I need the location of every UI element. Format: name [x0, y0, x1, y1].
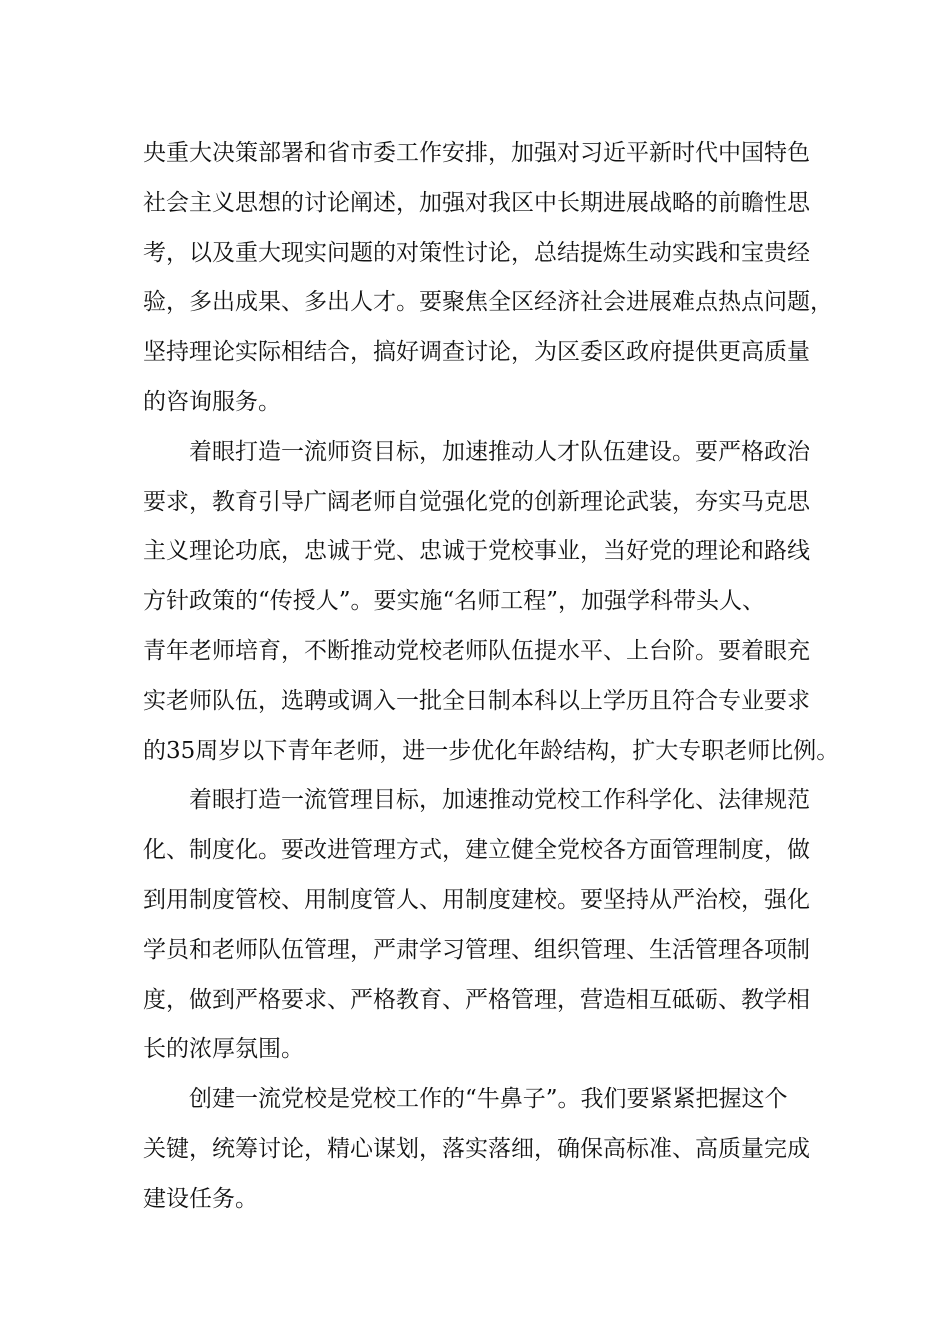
- text-line: 考，以及重大现实问题的对策性讨论，总结提炼生动实践和宝贵经: [143, 239, 810, 266]
- text-line: 验，多出成果、多出人才。要聚焦全区经济社会进展难点热点问题，: [143, 289, 833, 316]
- paragraph-start-line: 着眼打造一流管理目标，加速推动党校工作科学化、法律规范: [189, 787, 810, 814]
- text-line: 长的浓厚氛围。: [143, 1036, 304, 1063]
- text-line: 的35周岁以下青年老师，进一步优化年龄结构，扩大专职老师比例。: [143, 737, 840, 764]
- text-line: 化、制度化。要改进管理方式，建立健全党校各方面管理制度，做: [143, 837, 810, 864]
- text-line: 方针政策的“传授人”。要实施“名师工程”，加强学科带头人、: [143, 588, 766, 615]
- text-line: 度，做到严格要求、严格教育、严格管理，营造相互砥砺、教学相: [143, 986, 810, 1013]
- text-line: 的咨询服务。: [143, 388, 281, 415]
- text-line: 社会主义思想的讨论阐述，加强对我区中长期进展战略的前瞻性思: [143, 189, 810, 216]
- text-line: 关键，统筹讨论，精心谋划，落实落细，确保高标准、高质量完成: [143, 1135, 810, 1162]
- text-line: 到用制度管校、用制度管人、用制度建校。要坚持从严治校，强化: [143, 886, 810, 913]
- text-line: 青年老师培育，不断推动党校老师队伍提水平、上台阶。要着眼充: [143, 637, 810, 664]
- text-line: 主义理论功底，忠诚于党、忠诚于党校事业，当好党的理论和路线: [143, 538, 810, 565]
- document-body: [143, 129, 840, 1225]
- text-line: 实老师队伍，选聘或调入一批全日制本科以上学历且符合专业要求: [143, 687, 810, 714]
- text-line: 央重大决策部署和省市委工作安排，加强对习近平新时代中国特色: [143, 140, 810, 166]
- paragraph-start-line: 创建一流党校是党校工作的“牛鼻子”。我们要紧紧把握这个: [189, 1086, 788, 1113]
- text-line: 学员和老师队伍管理，严肃学习管理、组织管理、生活管理各项制: [143, 936, 810, 963]
- text-line: 要求，教育引导广阔老师自觉强化党的创新理论武装，夯实马克思: [143, 488, 810, 515]
- text-line: 坚持理论实际相结合，搞好调查讨论，为区委区政府提供更高质量: [143, 339, 810, 366]
- text-line: 建设任务。: [143, 1185, 258, 1212]
- paragraph-start-line: 着眼打造一流师资目标，加速推动人才队伍建设。要严格政治: [189, 438, 810, 465]
